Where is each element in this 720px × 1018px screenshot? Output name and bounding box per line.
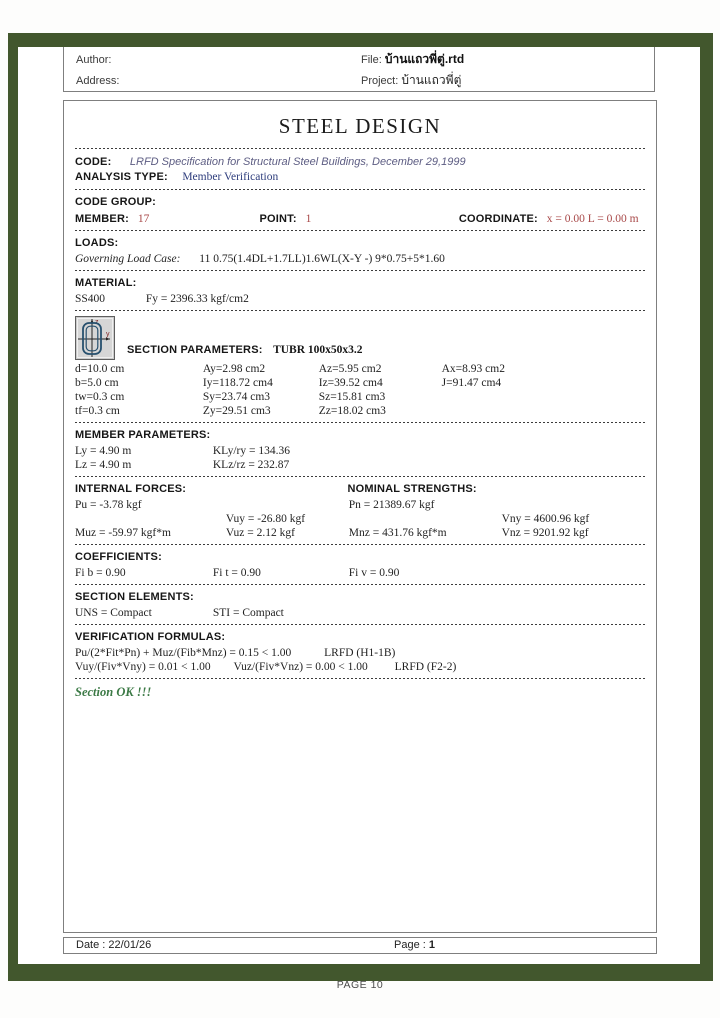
axis-z-label: z [95,319,99,326]
governing-load-value: 11 0.75(1.4DL+1.7LL)1.6WL(X-Y -) 9*0.75+5*1.60 [199,253,445,265]
header-row-address [76,70,654,91]
analysis-value: Member Verification [182,171,279,183]
footer-inner [64,938,656,953]
member-params-row [75,444,645,458]
verification-row-2 [75,660,645,674]
coordinate-value: x = 0.00 L = 0.00 m [546,213,639,225]
project-label: Project: [361,75,399,87]
axis-y-label: y [106,331,110,338]
material-row [75,292,645,306]
forces-row [75,512,645,526]
material-grade: SS400 [75,293,106,305]
divider [75,148,645,149]
param-iy: Iy=118.72 cm4 [202,377,273,389]
coefficients-label: COEFFICIENTS: [75,551,162,563]
param-lz: Lz = 4.90 m [75,459,132,471]
force-muz: Muz = -59.97 kgf*m [75,527,171,539]
project-value: บ้านแถวพี่ตู่ [401,73,462,87]
material-fy: Fy = 2396.33 kgf/cm2 [145,293,249,305]
point-field [259,211,454,226]
divider [75,270,645,271]
param-zz: Zz=18.02 cm3 [318,405,386,417]
coefficients-row [75,566,645,580]
param-tf: tf=0.3 cm [75,405,120,417]
coef-fib: Fi b = 0.90 [75,567,126,579]
file-label: File: [361,54,382,66]
section-params-row [75,362,645,376]
divider [75,230,645,231]
divider [75,476,645,477]
param-ax: Ax=8.93 cm2 [441,363,505,375]
verification-formula-2a: Vuy/(Fiv*Vny) = 0.01 < 1.00 [75,661,211,673]
code-group-label: CODE GROUP: [75,196,157,208]
author-label: Author: [76,53,112,66]
header-row-author [76,49,654,70]
section-params-row [75,404,645,418]
member-field [75,211,255,226]
strength-vny: Vny = 4600.96 kgf [501,513,590,525]
force-vuz: Vuz = 2.12 kgf [225,527,295,539]
section-header-row [75,316,645,360]
verification-ref-1: LRFD (H1-1B) [324,647,396,659]
footer-box [63,937,657,954]
element-sti: STI = Compact [212,607,284,619]
divider [75,189,645,190]
member-label: MEMBER: [75,213,129,225]
page-frame [8,33,713,981]
member-value: 17 [137,213,150,225]
force-vuy: Vuy = -26.80 kgf [225,513,306,525]
footer-page [394,939,435,951]
param-tw: tw=0.3 cm [75,391,125,403]
file-field [361,50,464,69]
project-field [361,71,461,90]
verification-formulas-label: VERIFICATION FORMULAS: [75,631,226,643]
coef-fit: Fi t = 0.90 [212,567,261,579]
verification-row-1 [75,646,645,660]
section-params-row [75,390,645,404]
divider [75,544,645,545]
param-sz: Sz=15.81 cm3 [318,391,386,403]
member-parameters-label: MEMBER PARAMETERS: [75,429,211,441]
code-label: CODE: [75,156,112,168]
member-point-coordinate-row [75,211,645,226]
forces-header-row [75,482,645,496]
governing-load-label: Governing Load Case: [75,253,181,265]
divider [75,310,645,311]
param-ay: Ay=2.98 cm2 [202,363,266,375]
footer-date: Date : 22/01/26 [76,939,152,951]
strength-pn: Pn = 21389.67 kgf [348,499,435,511]
section-params-row [75,376,645,390]
coordinate-label: COORDINATE: [458,213,538,225]
section-parameters-label: SECTION PARAMETERS: [127,344,263,356]
param-klzrz: KLz/rz = 232.87 [212,459,290,471]
strength-mnz: Mnz = 431.76 kgf*m [348,527,447,539]
divider [75,584,645,585]
param-zy: Zy=29.51 cm3 [202,405,271,417]
section-parameters-title [127,340,363,360]
verification-formula-2b: Vuz/(Fiv*Vnz) = 0.00 < 1.00 [233,661,368,673]
divider [75,624,645,625]
result-status: Section OK !!! [75,685,152,699]
element-uns: UNS = Compact [75,607,152,619]
param-sy: Sy=23.74 cm3 [202,391,271,403]
code-value: LRFD Specification for Structural Steel Buildings, December 29,1999 [129,156,466,168]
section-elements-row [75,606,645,620]
report-title: STEEL DESIGN [278,114,442,138]
param-d: d=10.0 cm [75,363,125,375]
param-klyry: KLy/ry = 134.36 [212,445,290,457]
analysis-label: ANALYSIS TYPE: [75,171,168,183]
code-row [75,154,645,169]
analysis-row [75,169,645,184]
param-b: b=5.0 cm [75,377,119,389]
param-j: J=91.47 cm4 [441,377,502,389]
point-label: POINT: [259,213,297,225]
header-info-box [63,47,655,92]
divider [75,422,645,423]
param-az: Az=5.95 cm2 [318,363,382,375]
divider [75,678,645,679]
coef-fiv: Fi v = 0.90 [348,567,400,579]
section-elements-label: SECTION ELEMENTS: [75,591,194,603]
footer-page-label: Page : [394,939,429,951]
param-ly: Ly = 4.90 m [75,445,132,457]
address-label: Address: [76,74,120,87]
report-page [18,47,700,964]
internal-forces-label: INTERNAL FORCES: [75,483,187,495]
coordinate-field [459,211,639,226]
tube-section-icon [75,316,115,360]
verification-formula-1: Pu/(2*Fit*Pn) + Muz/(Fib*Mnz) = 0.15 < 1.00 [75,647,292,659]
force-pu: Pu = -3.78 kgf [75,499,142,511]
outer-page-caption: PAGE 10 [336,979,384,991]
file-value: บ้านแถวพี่ตู่.rtd [384,52,465,66]
material-label: MATERIAL: [75,277,137,289]
strength-vnz: Vnz = 9201.92 kgf [501,527,589,539]
section-name: TUBR 100x50x3.2 [273,344,363,356]
footer-page-number: 1 [428,939,435,951]
point-value: 1 [305,213,312,225]
param-iz: Iz=39.52 cm4 [318,377,383,389]
nominal-strengths-label: NOMINAL STRENGTHS: [347,483,477,495]
member-params-row [75,458,645,472]
main-report-box [63,100,657,933]
governing-load-row [75,252,645,266]
loads-label: LOADS: [75,237,119,249]
forces-row [75,498,645,512]
forces-row [75,526,645,540]
verification-ref-2: LRFD (F2-2) [394,661,457,673]
